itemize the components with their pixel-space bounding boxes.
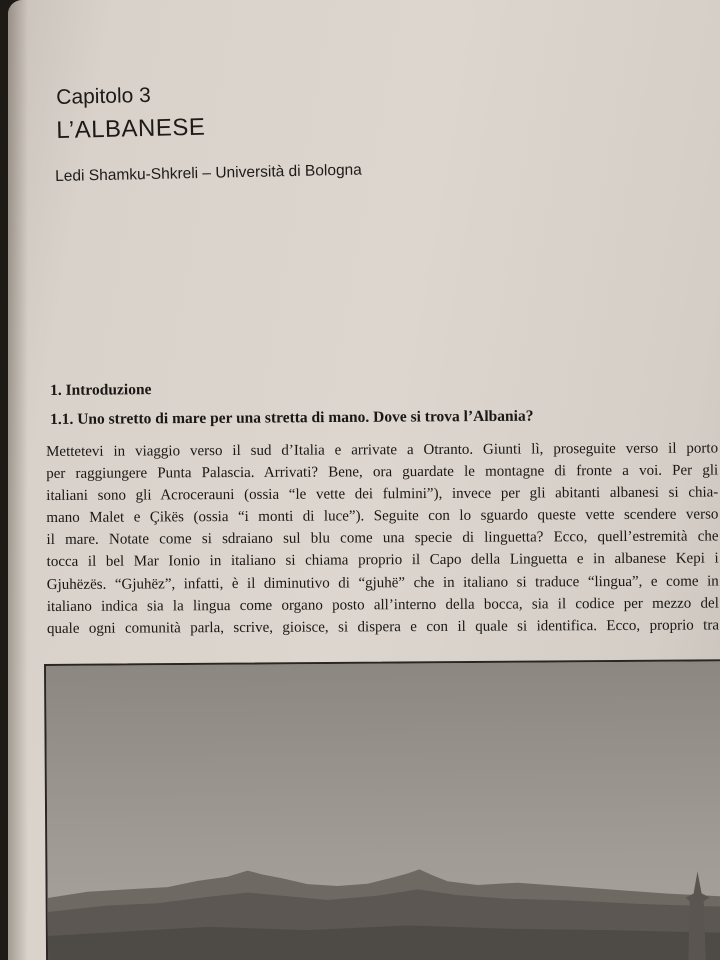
book-page bbox=[8, 0, 720, 960]
subsection-heading: 1.1. Uno stretto di mare per una stretta di mano. Dove si trova l’Albania? bbox=[50, 407, 534, 428]
paragraph-line: il mare. Notate come si sdraiano sul blu come una specie di linguetta? Ecco, quell’estremità che bbox=[46, 528, 719, 549]
paragraph-line: quale ogni comunità parla, scrive, gioisce, si dispera e con il quale si identifica. Ecco, proprio tra bbox=[46, 617, 720, 637]
page-gutter-shadow bbox=[8, 0, 28, 960]
paragraph-line: Mettetevi in viaggio verso il sud d’Italia e arrivate a Otranto. Giunti lì, proseguite verso il porto bbox=[46, 440, 719, 460]
paragraph-line: italiano indica sia la lingua come organo posto all’interno della bocca, sia il codice per mezzo del bbox=[46, 595, 719, 615]
section-heading: 1. Introduzione bbox=[50, 381, 152, 399]
chapter-title: L’ALBANESE bbox=[56, 113, 206, 144]
paragraph-line: per raggiungere Punta Palascia. Arrivati? Bene, ora guardate le montagne di fronte a voi. Per gli bbox=[46, 462, 719, 483]
chapter-label: Capitolo 3 bbox=[56, 83, 152, 109]
paragraph-line: mano Malet e Çikës (ossia “i monti di luce”). Seguite con lo sguardo queste vette scendere verso bbox=[46, 506, 719, 527]
paragraph-line: Gjuhëzës. “Gjuhëz”, infatti, è il diminutivo di “gjuhë” che in italiano si traduce “lingua”, e come in bbox=[46, 573, 719, 593]
mountain-landscape-icon bbox=[46, 661, 720, 960]
author-line: Ledi Shamku-Shkreli – Università di Bologna bbox=[55, 161, 363, 185]
body-paragraph bbox=[46, 437, 719, 639]
paragraph-line: italiani sono gli Acrocerauni (ossia “le vette dei fulmini”), invece per gli abitanti albanesi si chia- bbox=[46, 484, 719, 505]
paragraph-line: tocca il bel Mar Ionio in italiano si chiama proprio il Capo della Linguetta e in albanese Kepi i bbox=[46, 550, 719, 571]
mountain-photo bbox=[44, 659, 720, 960]
